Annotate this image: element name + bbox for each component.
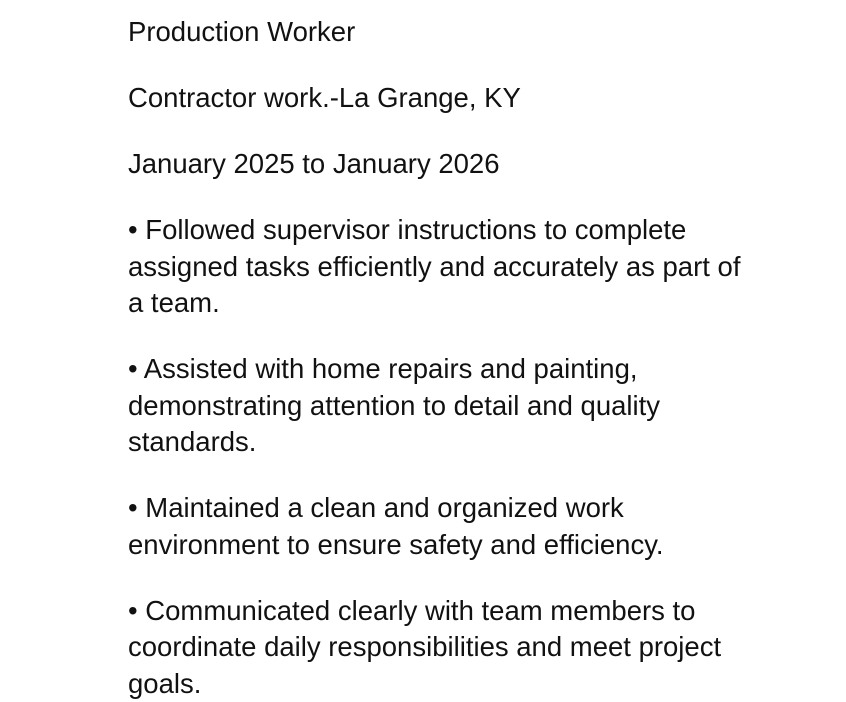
bullet-text: Maintained a clean and organized work environment to ensure safety and efficiency. — [128, 492, 664, 560]
bullet-item — [128, 212, 748, 322]
company-location: Contractor work.-La Grange, KY — [128, 80, 748, 117]
bullet-text: Followed supervisor instructions to complete assigned tasks efficiently and accurately as part of a team. — [128, 214, 740, 318]
bullet-text: Communicated clearly with team members to coordinate daily responsibilities and meet project goals. — [128, 595, 721, 699]
date-range: January 2025 to January 2026 — [128, 146, 748, 183]
bullet-marker: • — [128, 353, 138, 384]
bullet-marker: • — [128, 214, 138, 245]
bullet-item — [128, 593, 748, 702]
bullet-marker: • — [128, 492, 138, 523]
bullet-item — [128, 490, 748, 563]
bullet-item — [128, 351, 748, 461]
bullet-text: Assisted with home repairs and painting, demonstrating attention to detail and quality standards. — [128, 353, 660, 457]
job-title: Production Worker — [128, 14, 748, 51]
bullet-marker: • — [128, 595, 138, 626]
